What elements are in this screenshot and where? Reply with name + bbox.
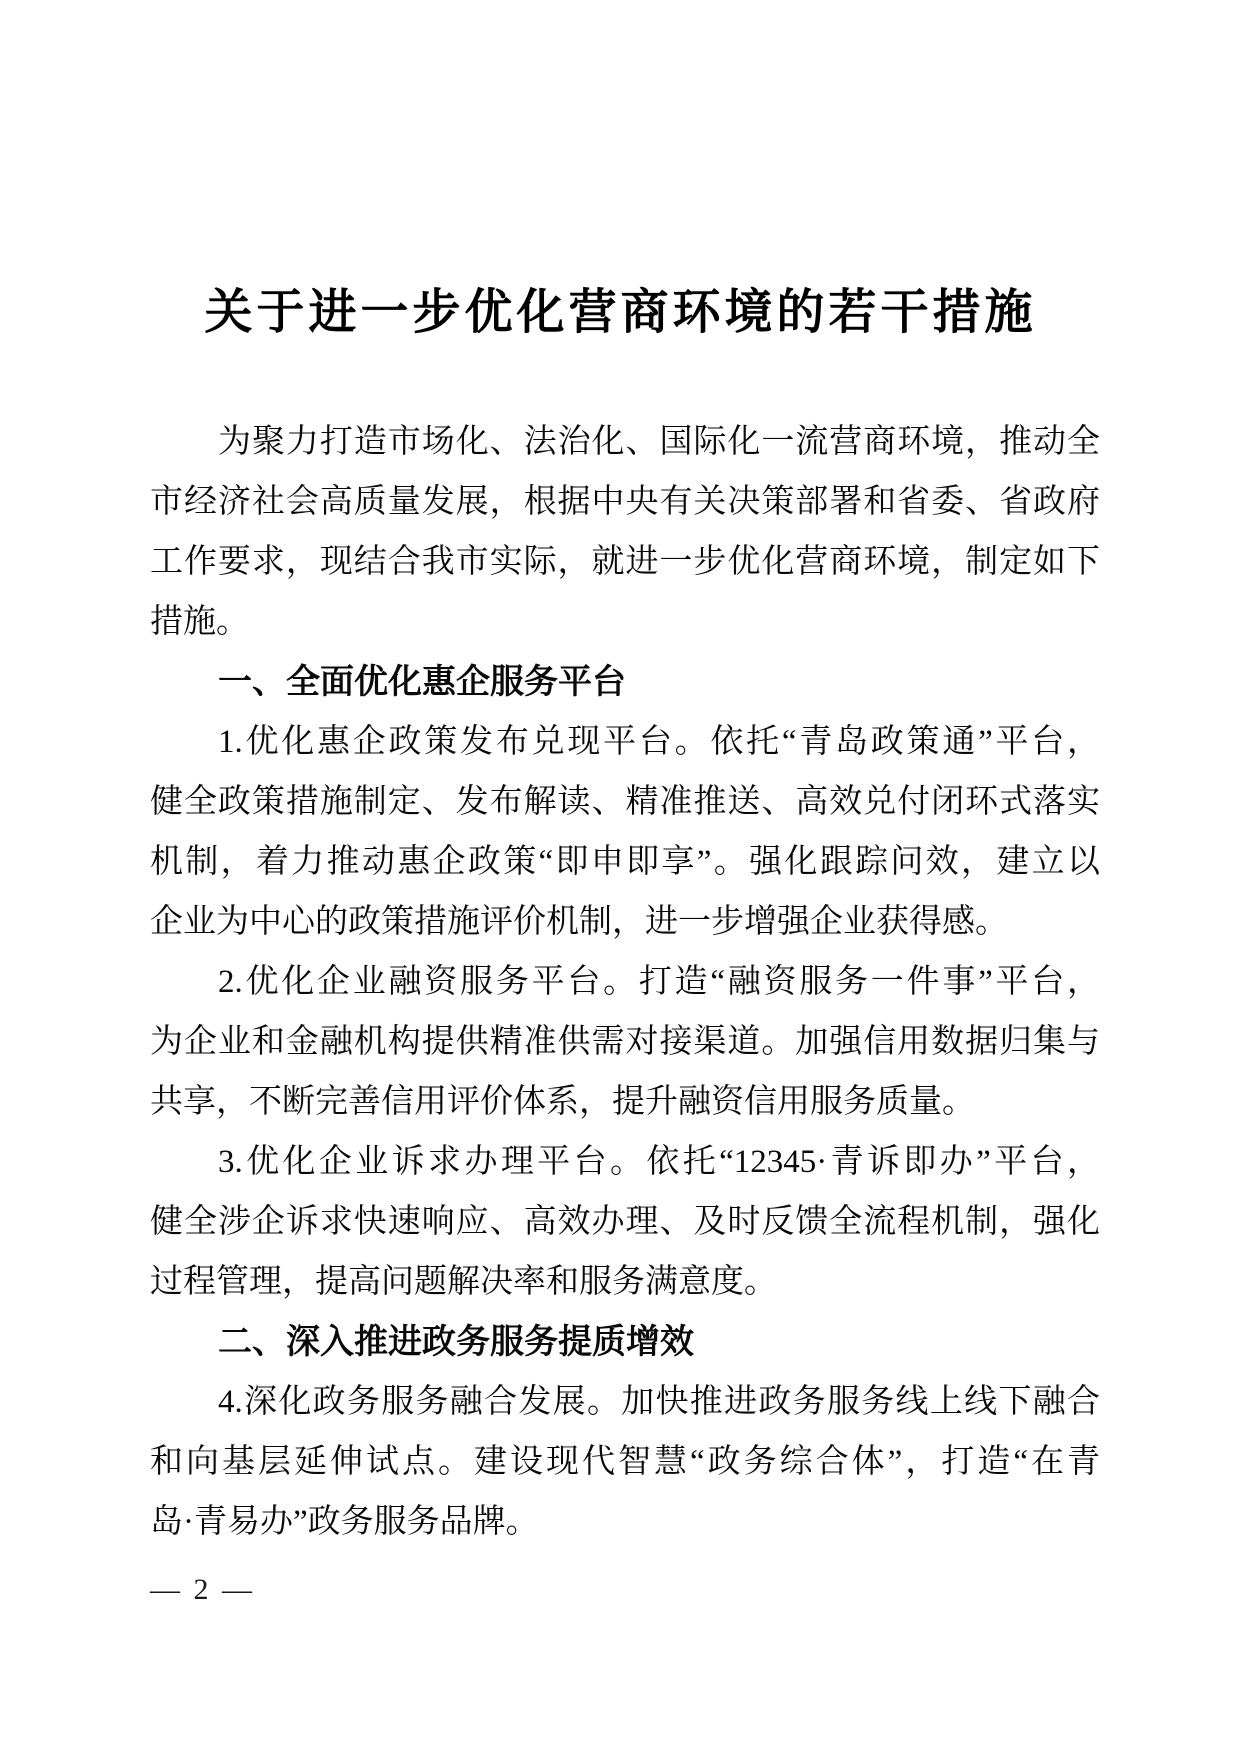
page-number: — 2 — — [150, 1573, 255, 1606]
body-line: 4.深化政务服务融合发展。加快推进政务服务线上线下融合 — [218, 1384, 1100, 1420]
body-line: 工作要求，现结合我市实际，就进一步优化营商环境，制定如下 — [150, 544, 1100, 580]
document-title: 关于进一步优化营商环境的若干措施 — [204, 286, 1037, 339]
body-line: 健全涉企诉求快速响应、高效办理、及时反馈全流程机制，强化 — [150, 1204, 1100, 1240]
section-heading-2: 二、深入推进政务服务提质增效 — [218, 1323, 694, 1361]
body-line: 为聚力打造市场化、法治化、国际化一流营商环境，推动全 — [218, 424, 1100, 460]
body-line: 为企业和金融机构提供精准供需对接渠道。加强信用数据归集与 — [150, 1024, 1100, 1060]
body-line: 和向基层延伸试点。建设现代智慧“政务综合体”，打造“在青 — [150, 1444, 1100, 1480]
body-line: 过程管理，提高问题解决率和服务满意度。 — [150, 1264, 777, 1300]
body-line: 岛·青易办”政务服务品牌。 — [150, 1504, 539, 1540]
body-line: 措施。 — [150, 604, 249, 640]
body-line: 机制，着力推动惠企政策“即申即享”。强化跟踪问效，建立以 — [150, 844, 1100, 880]
body-line: 市经济社会高质量发展，根据中央有关决策部署和省委、省政府 — [150, 484, 1100, 520]
body-line: 1.优化惠企政策发布兑现平台。依托“青岛政策通”平台， — [218, 724, 1100, 760]
body-line: 2.优化企业融资服务平台。打造“融资服务一件事”平台， — [218, 964, 1100, 1000]
section-heading-1: 一、全面优化惠企服务平台 — [218, 663, 626, 701]
body-line: 健全政策措施制定、发布解读、精准推送、高效兑付闭环式落实 — [150, 784, 1100, 820]
document-body — [150, 412, 1100, 1552]
body-line: 共享，不断完善信用评价体系，提升融资信用服务质量。 — [150, 1084, 975, 1120]
body-line: 3.优化企业诉求办理平台。依托“12345·青诉即办”平台， — [218, 1144, 1100, 1180]
body-line: 企业为中心的政策措施评价机制，进一步增强企业获得感。 — [150, 904, 1008, 940]
